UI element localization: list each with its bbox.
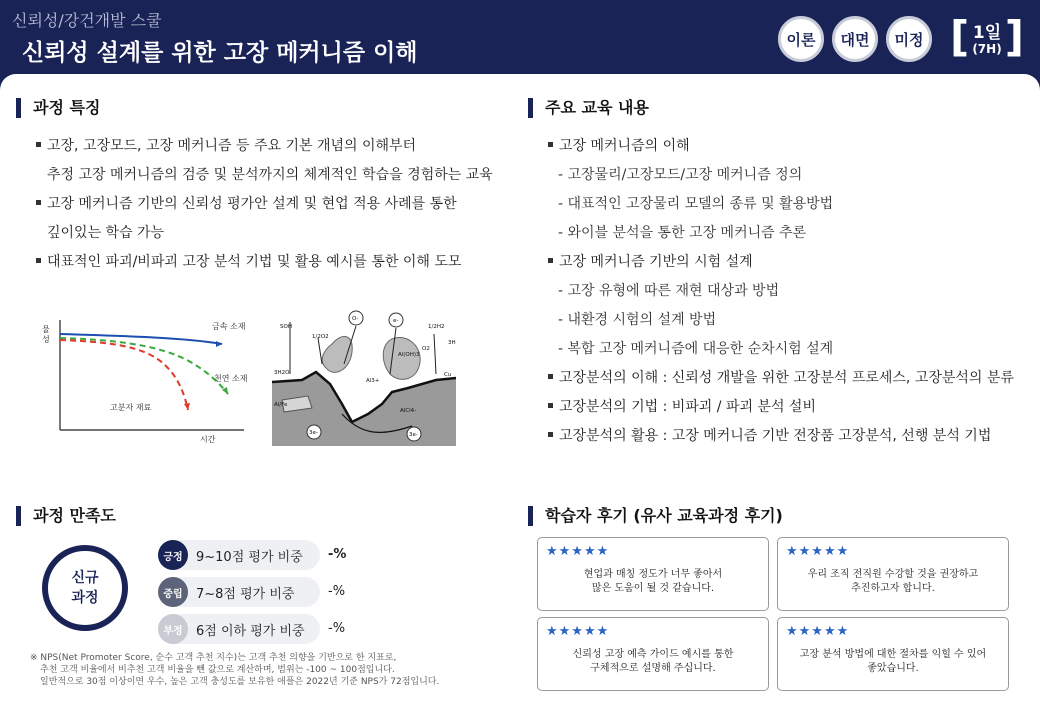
hydroxide-deposit: [383, 337, 420, 379]
series-line-natural: [60, 338, 228, 394]
feature-line: 추정 고장 메커니즘의 검증 및 분석까지의 체계적인 학습을 경험하는 교육: [47, 167, 493, 183]
bullet-icon: [548, 374, 553, 379]
score-row-positive: [158, 540, 320, 570]
score-label: 7~8점 평가 비중: [196, 587, 295, 602]
score-label: 9~10점 평가 비중: [196, 550, 303, 565]
label-aloh3: Al(OH)3: [398, 352, 420, 358]
legend-polymer: 고분자 재료: [110, 403, 152, 412]
feature-line: 고장, 고장모드, 고장 메커니즘 등 주요 기본 개념의 이해부터: [36, 135, 416, 155]
badge-undecided: 미정: [886, 16, 932, 62]
badge-offline: 대면: [832, 16, 878, 62]
tag-negative: 부정: [158, 614, 188, 644]
content-item: 고장분석의 기법 : 비파괴 / 파괴 분석 설비: [548, 396, 816, 416]
label-alfe: Al/Fe: [274, 402, 288, 408]
tag-positive: 긍정: [158, 540, 188, 570]
legend-natural: 천연 소재: [214, 374, 248, 383]
score-value: -%: [328, 547, 347, 562]
review-text: 고장 분석 방법에 대한 절차를 익힐 수 있어 좋았습니다.: [799, 649, 987, 674]
review-card: [537, 537, 769, 611]
course-duration: [950, 12, 1024, 62]
review-card: [777, 537, 1009, 611]
content-subitem: - 대표적인 고장물리 모델의 종류 및 활용방법: [558, 196, 834, 212]
badge-theory: 이론: [778, 16, 824, 62]
nps-note: [30, 652, 439, 688]
label-o2-half: 1/2O2: [312, 334, 329, 340]
satisfaction-heading: 과정 만족도: [16, 506, 116, 526]
feature-line: 깊이있는 학습 가능: [47, 225, 165, 241]
bracket-left: [: [950, 12, 970, 61]
star-rating-icon: ★★★★★: [546, 544, 610, 559]
review-text: 우리 조직 전직원 수강할 것을 권장하고 추진하고자 합니다.: [807, 569, 979, 594]
content-item: 고장분석의 이해 : 신뢰성 개발을 위한 고장분석 프로세스, 고장분석의 분류: [548, 367, 1014, 387]
label-3e-right: 3e-: [409, 432, 418, 438]
legend-metal: 금속 소재: [212, 322, 246, 331]
y-label-char-2: 성: [42, 335, 50, 344]
bracket-right: ]: [1004, 12, 1024, 61]
score-row-negative: [158, 614, 320, 644]
label-3e-left: 3e-: [309, 430, 318, 436]
content-item: 고장분석의 활용 : 고장 메커니즘 기반 전장품 고장분석, 선행 분석 기법: [548, 425, 991, 445]
score-row-neutral: [158, 577, 320, 607]
degradation-chart: [38, 312, 260, 448]
bullet-icon: [36, 142, 41, 147]
school-name: 신뢰성/강건개발 스쿨: [12, 11, 162, 30]
bullet-icon: [548, 258, 553, 263]
bullet-icon: [548, 432, 553, 437]
bullet-icon: [36, 258, 41, 263]
label-electron: e-: [393, 318, 399, 324]
circle-line-2: 과정: [71, 590, 99, 606]
label-h2-half: 1/2H2: [428, 324, 445, 330]
corrosion-diagram: [272, 304, 456, 446]
score-value: -%: [328, 621, 346, 636]
label-soh: SOH: [280, 324, 292, 330]
review-card: [777, 617, 1009, 691]
header: [0, 0, 1040, 78]
note-line-1: ※ NPS(Net Promoter Score, 순수 고객 추천 지수)는 고객 추천 의향을 기반으로 한 지표로,: [30, 653, 397, 663]
series-line-polymer: [60, 340, 188, 410]
page-title: 신뢰성 설계를 위한 고장 메커니즘 이해: [22, 40, 418, 66]
label-alcl4: AlCl4-: [400, 408, 417, 414]
label-cu: Cu: [444, 372, 452, 378]
review-card: [537, 617, 769, 691]
bullet-icon: [548, 403, 553, 408]
bullet-icon: [36, 200, 41, 205]
bullet-icon: [548, 142, 553, 147]
content-item: 고장 메커니즘의 이해: [548, 135, 690, 155]
circle-line-1: 신규: [71, 570, 99, 586]
star-rating-icon: ★★★★★: [786, 624, 850, 639]
duration-days: 1일: [972, 23, 1002, 43]
contents-heading: 주요 교육 내용: [528, 98, 649, 118]
arrow-metal: [216, 341, 222, 347]
score-value: -%: [328, 584, 346, 599]
note-line-3: 일반적으로 30점 이상이면 우수, 높은 고객 충성도를 보유한 애플은 2022년 기준 NPS가 72점입니다.: [40, 677, 440, 687]
tag-neutral: 중립: [158, 577, 188, 607]
note-line-2: 추천 고객 비율에서 비추천 고객 비율을 뺀 값으로 계산하며, 범위는 -100 ~ 100점입니다.: [40, 665, 395, 675]
label-al3: Al3+: [366, 378, 380, 384]
new-course-circle: [42, 545, 128, 631]
y-axis-label: [42, 325, 50, 344]
label-3h: 3H: [448, 340, 456, 346]
content-item: 고장 메커니즘 기반의 시험 설계: [548, 251, 753, 271]
feature-line: 고장 메커니즘 기반의 신뢰성 평가안 설계 및 현업 적용 사례를 통한: [36, 193, 457, 213]
y-label-char-1: 물: [42, 325, 50, 334]
duration-hours: (7H): [972, 42, 1002, 56]
label-o-ion: O-: [352, 316, 359, 322]
score-label: 6점 이하 평가 비중: [196, 624, 305, 639]
content-subitem: - 고장물리/고장모드/고장 메커니즘 정의: [558, 167, 803, 183]
features-heading: 과정 특징: [16, 98, 100, 118]
x-axis-label: 시간: [200, 435, 216, 444]
content-subitem: - 와이블 분석을 통한 고장 메커니즘 추론: [558, 225, 807, 241]
review-text: 신뢰성 고장 예측 가이드 예시를 통한 구체적으로 설명해 주십니다.: [572, 649, 734, 674]
review-text: 현업과 매칭 정도가 너무 좋아서 많은 도움이 될 것 같습니다.: [583, 569, 723, 594]
star-rating-icon: ★★★★★: [546, 624, 610, 639]
content-subitem: - 고장 유형에 따른 재현 대상과 방법: [558, 283, 780, 299]
label-3h2o: 3H2O: [274, 370, 290, 376]
star-rating-icon: ★★★★★: [786, 544, 850, 559]
reviews-heading: 학습자 후기 (유사 교육과정 후기): [528, 506, 783, 526]
label-o2: O2: [422, 346, 430, 352]
content-subitem: - 복합 고장 메커니즘에 대응한 순차시험 설계: [558, 341, 834, 357]
feature-line: 대표적인 파괴/비파괴 고장 분석 기법 및 활용 예시를 통한 이해 도모: [36, 251, 461, 271]
content-subitem: - 내환경 시험의 설계 방법: [558, 312, 717, 328]
